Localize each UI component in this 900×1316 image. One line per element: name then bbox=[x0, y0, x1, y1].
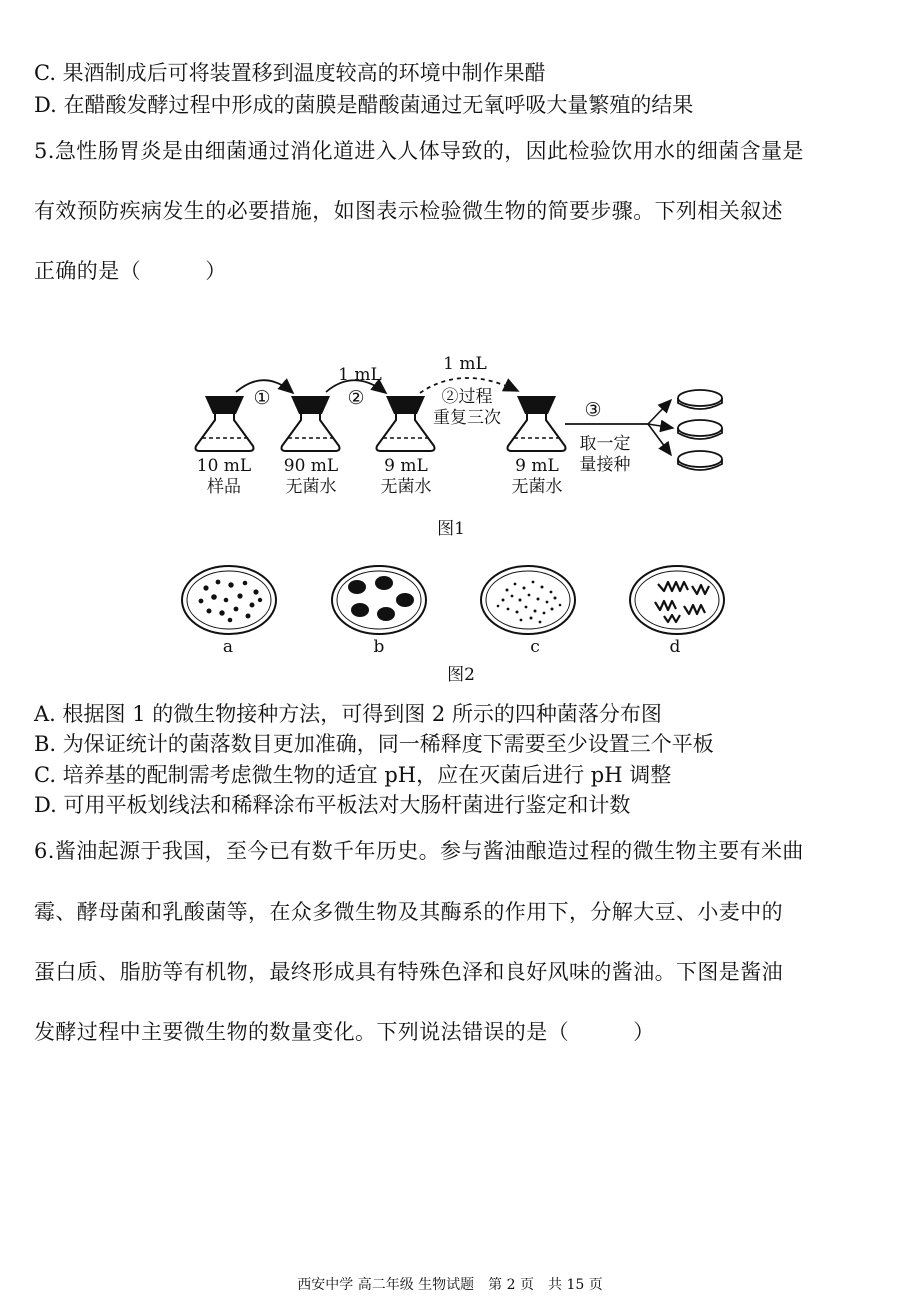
flask-2-volume: 90 mL bbox=[283, 456, 339, 476]
flask-3 bbox=[377, 396, 435, 451]
q6-stem-line-4: 发酵过程中主要微生物的数量变化。下列说法错误的是（ ） bbox=[34, 1020, 655, 1044]
transfer-1-volume: 1 mL bbox=[338, 365, 382, 385]
figure-2-caption: 图2 bbox=[447, 665, 475, 685]
q5-stem-line-1: 5.急性肠胃炎是由细菌通过消化道进入人体导致的，因此检验饮用水的细菌含量是 bbox=[34, 139, 804, 163]
repeat-label-2: 重复三次 bbox=[433, 408, 501, 428]
q6-stem-line-1: 6.酱油起源于我国，至今已有数千年历史。参与酱油酿造过程的微生物主要有米曲 bbox=[34, 839, 804, 863]
figure-2 bbox=[0, 560, 900, 690]
q5-option-b: B. 为保证统计的菌落数目更加准确，同一稀释度下需要至少设置三个平板 bbox=[34, 732, 714, 756]
flask-4-content: 无菌水 bbox=[511, 477, 563, 497]
q5-option-c: C. 培养基的配制需考虑微生物的适宜 pH，应在灭菌后进行 pH 调整 bbox=[34, 763, 672, 787]
inoculate-label-2: 量接种 bbox=[579, 455, 631, 475]
q5-option-a: A. 根据图 1 的微生物接种方法，可得到图 2 所示的四种菌落分布图 bbox=[34, 702, 662, 726]
flask-3-volume: 9 mL bbox=[384, 456, 428, 476]
repeat-label-1: ②过程 bbox=[441, 387, 493, 407]
figure-1 bbox=[0, 340, 900, 550]
q5-option-d: D. 可用平板划线法和稀释涂布平板法对大肠杆菌进行鉴定和计数 bbox=[34, 793, 631, 817]
q6-stem-line-3: 蛋白质、脂肪等有机物，最终形成具有特殊色泽和良好风味的酱油。下图是酱油 bbox=[34, 960, 783, 984]
plate-c-label: c bbox=[530, 637, 540, 657]
step-2-label: ② bbox=[347, 387, 365, 409]
petri-dish-middle bbox=[678, 420, 722, 439]
q6-stem-line-2: 霉、酵母菌和乳酸菌等，在众多微生物及其酶系的作用下，分解大豆、小麦中的 bbox=[34, 900, 783, 924]
inoculate-label-1: 取一定 bbox=[579, 434, 631, 454]
plate-c bbox=[481, 566, 575, 634]
flask-4-volume: 9 mL bbox=[515, 456, 559, 476]
plate-b bbox=[332, 566, 426, 634]
petri-dish-bottom bbox=[678, 451, 722, 470]
plate-b-label: b bbox=[373, 637, 385, 657]
prev-option-d: D. 在醋酸发酵过程中形成的菌膜是醋酸菌通过无氧呼吸大量繁殖的结果 bbox=[34, 93, 694, 117]
step-3-label: ③ bbox=[584, 399, 602, 421]
transfer-2-volume: 1 mL bbox=[443, 354, 487, 374]
plate-d-label: d bbox=[669, 637, 681, 657]
prev-option-c: C. 果酒制成后可将装置移到温度较高的环境中制作果醋 bbox=[34, 61, 546, 85]
flask-1 bbox=[196, 396, 254, 451]
plate-d bbox=[630, 566, 724, 634]
flask-3-content: 无菌水 bbox=[380, 477, 432, 497]
q5-stem-line-3: 正确的是（ ） bbox=[34, 259, 227, 283]
plate-a-label: a bbox=[222, 637, 234, 657]
branch-arrow-bottom bbox=[648, 424, 671, 455]
branch-arrow-top bbox=[648, 400, 671, 424]
flask-1-volume: 10 mL bbox=[196, 456, 252, 476]
flask-2-content: 无菌水 bbox=[285, 477, 337, 497]
q5-stem-line-2: 有效预防疾病发生的必要措施，如图表示检验微生物的简要步骤。下列相关叙述 bbox=[34, 199, 783, 223]
step-1-label: ① bbox=[253, 387, 271, 409]
flask-4 bbox=[508, 396, 566, 451]
petri-dish-top bbox=[678, 390, 722, 409]
figure-1-caption: 图1 bbox=[437, 519, 465, 539]
plate-a bbox=[182, 566, 276, 634]
page-footer: 西安中学 高二年级 生物试题 第 2 页 共 15 页 bbox=[297, 1277, 603, 1293]
branch-arrow-mid bbox=[648, 424, 673, 428]
flask-1-content: 样品 bbox=[207, 477, 241, 497]
flask-2 bbox=[282, 396, 340, 451]
